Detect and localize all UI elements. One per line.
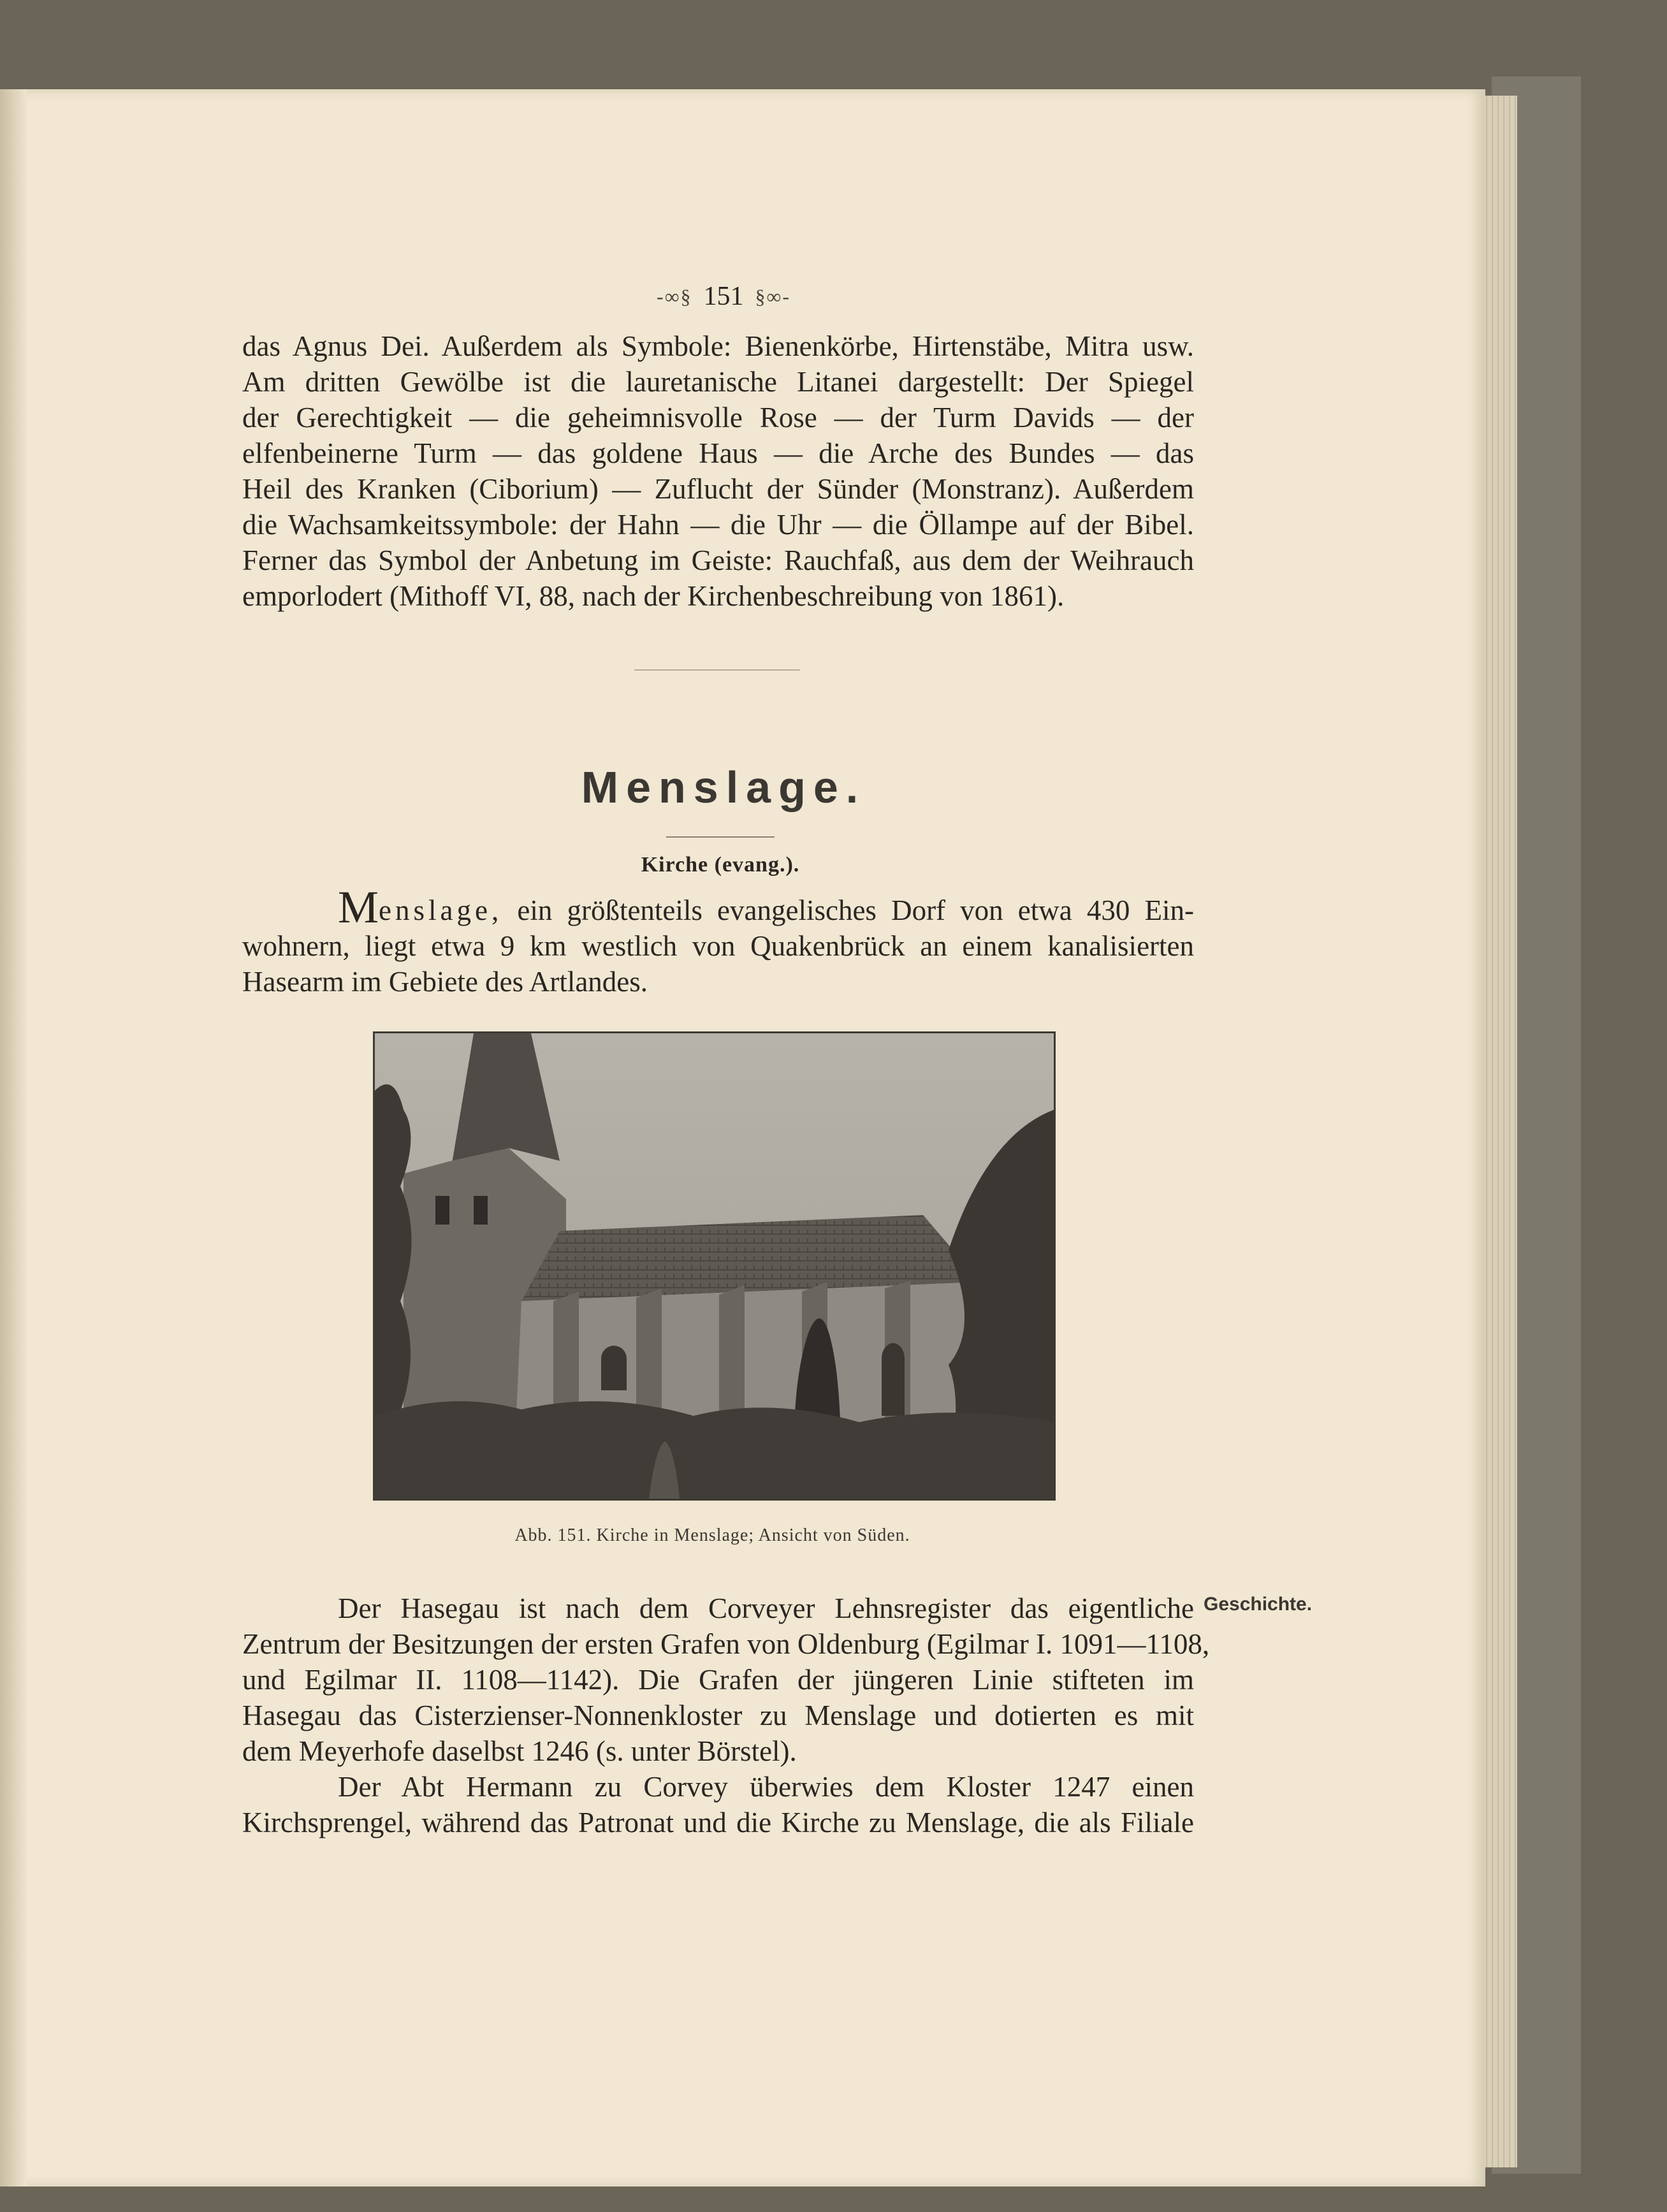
intro-paragraph	[242, 882, 1194, 1000]
text-line: dem Meyerhofe daselbst 1246 (s. unter Börstel).	[242, 1735, 797, 1767]
text-fragment: ein größtenteils evangelisches Dorf von etwa 430 Ein-	[502, 894, 1194, 926]
title-underline	[666, 836, 775, 838]
text-line: das Agnus Dei. Außerdem als Symbole: Bienenkörbe, Hirtenstäbe, Mitra usw.	[242, 330, 1194, 362]
section-subtitle: Kirche (evang.).	[641, 853, 800, 877]
page-edges	[1482, 96, 1517, 2167]
text-line: Kirchsprengel, während das Patronat und die Kirche zu Menslage, die als Filiale	[242, 1807, 1194, 1838]
text-line: und Egilmar II. 1108—1142). Die Grafen der jüngeren Linie stifteten im	[242, 1664, 1194, 1696]
text-line: Heil des Kranken (Ciborium) — Zuflucht der Sünder (Monstranz). Außerdem	[242, 473, 1194, 505]
text-line: der Gerechtigkeit — die geheimnisvolle Rose — der Turm Davids — der	[242, 402, 1194, 433]
text-line: Hasegau das Cisterzienser-Nonnenkloster zu Menslage und dotierten es mit	[242, 1699, 1194, 1731]
page-number: 151	[703, 282, 744, 311]
text-line	[242, 882, 1194, 933]
running-head	[628, 277, 819, 316]
history-paragraph-1	[242, 1590, 1210, 1769]
text-line: elfenbeinerne Turm — das goldene Haus — die Arche des Bundes — das	[242, 437, 1194, 469]
left-page-gutter	[0, 89, 27, 2187]
history-paragraph-2	[242, 1769, 1194, 1840]
text-line: Der Abt Hermann zu Corvey überwies dem Kloster 1247 einen	[338, 1771, 1194, 1803]
church-photo-illustration	[375, 1033, 1054, 1499]
text-line: Am dritten Gewölbe ist die lauretanische Litanei dargestellt: Der Spiegel	[242, 366, 1194, 398]
text-line: Hasearm im Gebiete des Artlandes.	[242, 966, 648, 998]
text-line: emporlodert (Mithoff VI, 88, nach der Kirchenbeschreibung von 1861).	[242, 580, 1065, 612]
spaced-place-name: enslage,	[379, 894, 503, 926]
marginal-note: Geschichte.	[1204, 1594, 1313, 1615]
ornament-left-icon: -∞§	[657, 284, 692, 308]
ornament-right-icon: §∞-	[755, 284, 790, 308]
text-line: Zentrum der Besitzungen der ersten Grafen von Oldenburg (Egilmar I. 1091—1108,	[242, 1628, 1210, 1660]
text-line: die Wachsamkeitssymbole: der Hahn — die Uhr — die Öllampe auf der Bibel.	[242, 509, 1194, 541]
section-divider	[634, 669, 800, 671]
figure-caption: Abb. 151. Kirche in Menslage; Ansicht von Süden.	[514, 1525, 910, 1545]
section-title: Menslage.	[581, 762, 866, 812]
text-line: Ferner das Symbol der Anbetung im Geiste: Rauchfaß, aus dem der Weihrauch	[242, 544, 1194, 576]
drop-cap: M	[338, 882, 379, 933]
text-line: wohnern, liegt etwa 9 km westlich von Quakenbrück an einem kanalisierten	[242, 930, 1194, 962]
text-line: Der Hasegau ist nach dem Corveyer Lehnsregister das eigentliche	[338, 1592, 1194, 1624]
church-photograph	[373, 1031, 1056, 1501]
top-paragraph	[242, 328, 1194, 614]
